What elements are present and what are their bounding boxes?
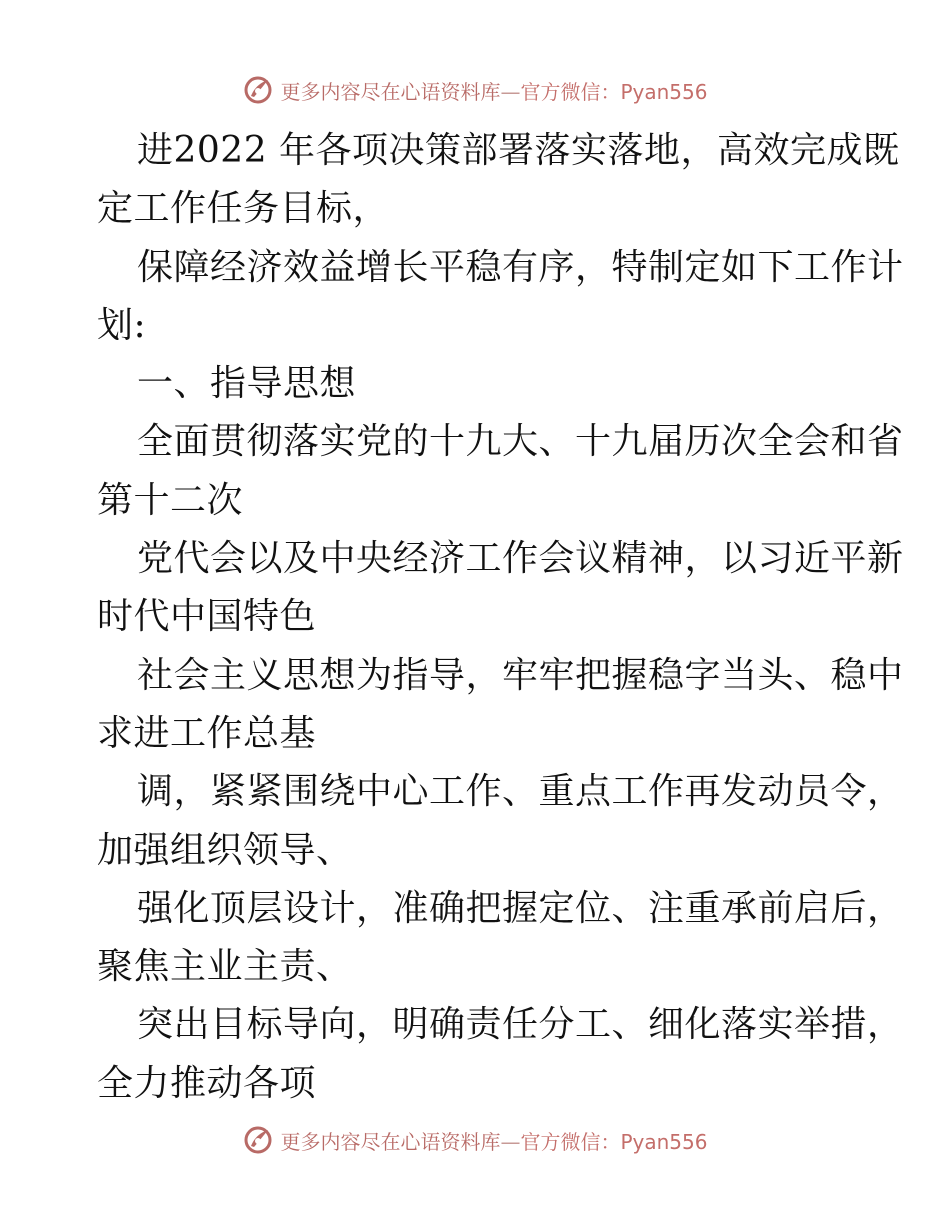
paragraph-line: 定工作任务目标， [97, 188, 390, 230]
paragraph-line: 全力推动各项 [97, 1062, 317, 1104]
paragraph-line: 第十二次 [97, 479, 244, 521]
header-watermark [0, 70, 950, 110]
paragraph-line: 社会主义思想为指导，牢牢把握稳字当头、稳中 [137, 654, 904, 696]
watermark-text [280, 1126, 707, 1155]
watermark-library-name: 更多内容尽在心语资料库 [280, 79, 501, 104]
paragraph-line: 划: [97, 304, 147, 346]
document-body [97, 122, 904, 1113]
watermark-text [280, 76, 707, 105]
paragraph-line: 进2022 年各项决策部署落实落地，高效完成既 [137, 130, 900, 171]
watermark-contact: 官方微信：Pyan556 [520, 1129, 708, 1154]
watermark-separator: — [500, 1129, 521, 1154]
paragraph-line: 加强组织领导、 [97, 829, 353, 871]
paragraph-line: 突出目标导向，明确责任分工、细化落实举措， [137, 1004, 904, 1046]
watermark-contact: 官方微信：Pyan556 [520, 79, 708, 104]
watermark-separator: — [500, 79, 521, 104]
watermark-library-name: 更多内容尽在心语资料库 [280, 1129, 501, 1154]
paragraph-line: 保障经济效益增长平稳有序，特制定如下工作计 [137, 246, 904, 288]
paragraph-line: 调，紧紧围绕中心工作、重点工作再发动员令， [137, 771, 904, 813]
paragraph-line: 时代中国特色 [97, 596, 317, 638]
section-heading: 一、指导思想 [137, 363, 357, 405]
quill-swirl-icon [242, 1124, 274, 1156]
paragraph-line: 聚焦主业主责、 [97, 946, 353, 988]
paragraph-line: 全面贯彻落实党的十九大、十九届历次全会和省 [137, 421, 904, 463]
quill-swirl-icon [242, 74, 274, 106]
footer-watermark [0, 1120, 950, 1160]
paragraph-line: 强化顶层设计，准确把握定位、注重承前启后， [137, 887, 904, 929]
paragraph-line: 党代会以及中央经济工作会议精神，以习近平新 [137, 538, 904, 580]
paragraph-line: 求进工作总基 [97, 712, 317, 754]
